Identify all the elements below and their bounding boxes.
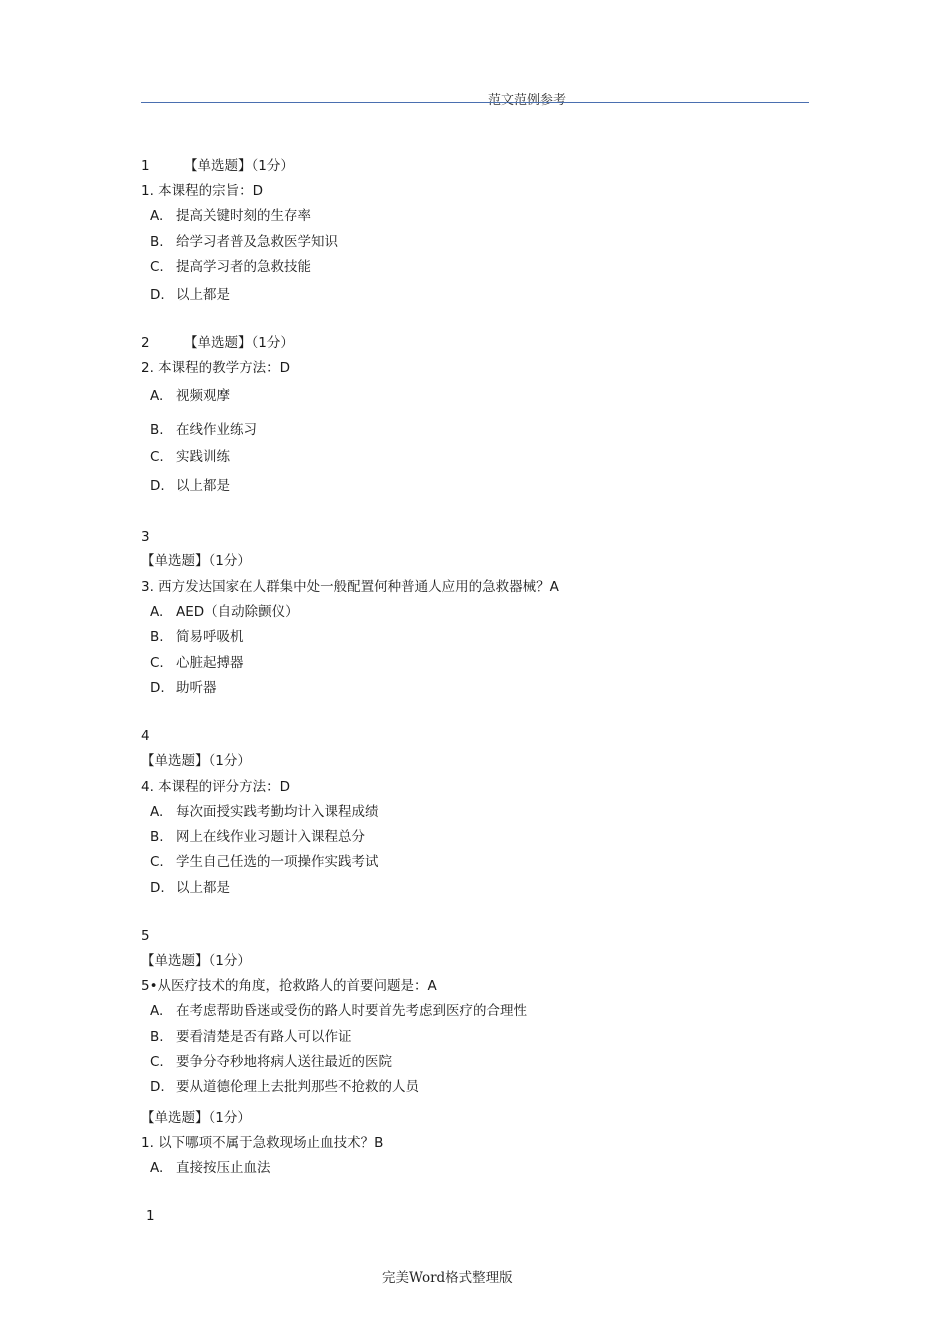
question-2-option-d: D. 以上都是 xyxy=(150,478,230,494)
question-1-option-c: C. 提高学习者的急救技能 xyxy=(150,259,311,275)
page-header-title: 范文范例参考 xyxy=(488,93,567,108)
question-1-option-d: D. 以上都是 xyxy=(150,287,230,303)
question-4-option-b: B. 网上在线作业习题计入课程总分 xyxy=(150,829,365,845)
question-3-option-c: C. 心脏起搏器 xyxy=(150,655,244,671)
question-2-tag: 【单选题】（1分） xyxy=(184,335,294,351)
question-5-option-a: A. 在考虑帮助昏迷或受伤的路人时要首先考虑到医疗的合理性 xyxy=(150,1003,527,1019)
question-1-option-b: B. 给学习者普及急救医学知识 xyxy=(150,234,338,250)
page-footer-text: 完美Word格式整理版 xyxy=(382,1270,513,1286)
question-6-stem: 1. 以下哪项不属于急救现场止血技术？B xyxy=(141,1135,384,1151)
question-4-stem: 4. 本课程的评分方法：D xyxy=(141,779,291,795)
question-4-number: 4 xyxy=(141,728,150,744)
question-1-stem: 1. 本课程的宗旨：D xyxy=(141,183,264,199)
question-5-number: 5 xyxy=(141,928,150,944)
question-2-stem: 2. 本课程的教学方法：D xyxy=(141,360,291,376)
question-1-number: 1 xyxy=(141,158,150,174)
question-3-tag: 【单选题】（1分） xyxy=(141,553,251,569)
question-6-tag: 【单选题】（1分） xyxy=(141,1110,251,1126)
question-3-option-b: B. 简易呼吸机 xyxy=(150,629,244,645)
question-5-tag: 【单选题】（1分） xyxy=(141,953,251,969)
question-4-option-c: C. 学生自己任选的一项操作实践考试 xyxy=(150,854,379,870)
header-divider xyxy=(141,102,809,103)
question-3-option-a: A. AED（自动除颤仪） xyxy=(150,604,299,620)
question-1-tag: 【单选题】（1分） xyxy=(184,158,294,174)
question-5-option-b: B. 要看清楚是否有路人可以作证 xyxy=(150,1029,352,1045)
question-4-tag: 【单选题】（1分） xyxy=(141,753,251,769)
question-1-option-a: A. 提高关键时刻的生存率 xyxy=(150,208,311,224)
question-4-option-a: A. 每次面授实践考勤均计入课程成绩 xyxy=(150,804,379,820)
question-2-option-b: B. 在线作业练习 xyxy=(150,422,257,438)
question-3-number: 3 xyxy=(141,529,150,545)
question-2-number: 2 xyxy=(141,335,150,351)
question-5-option-d: D. 要从道德伦理上去批判那些不抢救的人员 xyxy=(150,1079,419,1095)
question-4-option-d: D. 以上都是 xyxy=(150,880,230,896)
question-3-option-d: D. 助听器 xyxy=(150,680,217,696)
question-6-option-a: A. 直接按压止血法 xyxy=(150,1160,271,1176)
question-5-option-c: C. 要争分夺秒地将病人送往最近的医院 xyxy=(150,1054,392,1070)
page-number: 1 xyxy=(146,1208,155,1224)
question-2-option-c: C. 实践训练 xyxy=(150,449,230,465)
question-3-stem: 3. 西方发达国家在人群集中处一般配置何种普通人应用的急救器械？A xyxy=(141,579,559,595)
question-5-stem: 5•从医疗技术的角度，抢救路人的首要问题是：A xyxy=(141,978,437,994)
question-2-option-a: A. 视频观摩 xyxy=(150,388,230,404)
